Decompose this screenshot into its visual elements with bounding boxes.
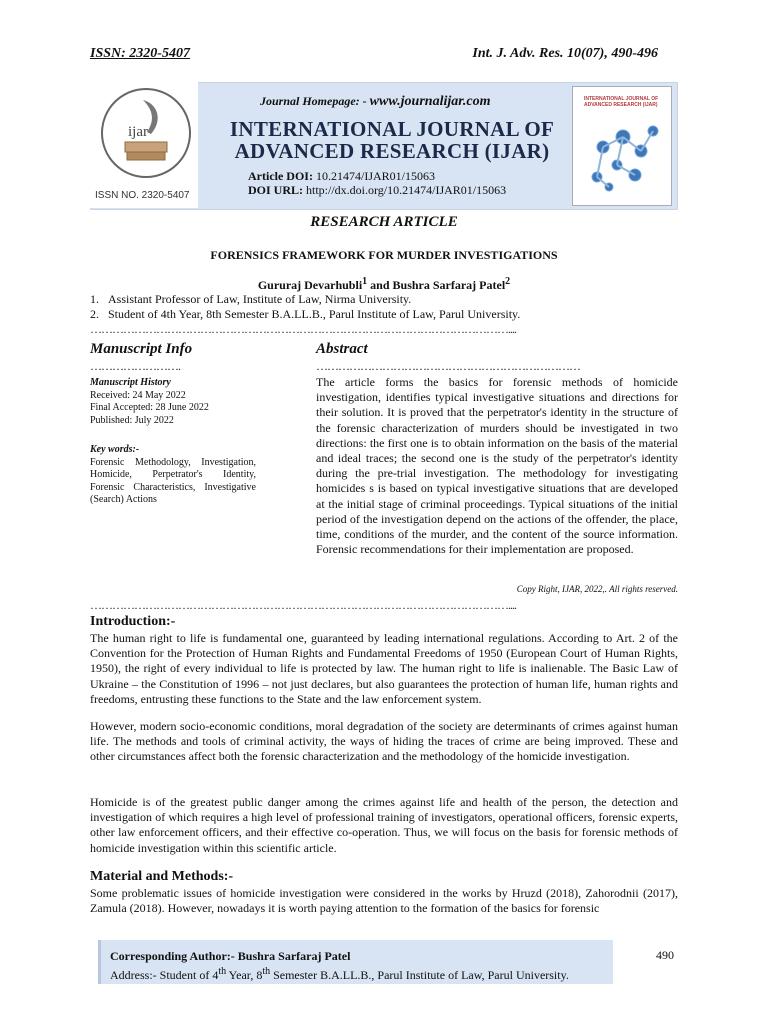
doi-value: 10.21474/IJAR01/15063 [315,169,435,183]
journal-title-line2: ADVANCED RESEARCH (IJAR) [234,139,550,163]
doi-url-link[interactable]: http://dx.doi.org/10.21474/IJAR01/15063 [306,183,507,197]
doi-block [248,169,506,197]
dotted-divider: ……………………………………………………………… [316,359,580,373]
dotted-divider: …………………………………………………………………………………………………….... [90,322,516,336]
issn-text: ISSN: 2320-5407 [90,46,190,61]
citation-text: Int. J. Adv. Res. 10(07), 490-496 [472,46,658,61]
authors-and: and [367,278,393,292]
abstract-text: The article forms the basics for forensic methods of homicide investigation, identifies typical investigative situations and directions for their solution. It is proved that the perpetrator's identity in the structure of the forensic characterization of murders should be investigated in two directions: the first one is to obtain information on the basis of the material and ideal traces; the second one is the study of the perpetrator's identity during the pre-trial investigation. The methodology for investigating homicides s is based on typical investigative situations that are developed at the initial stage of criminal proceedings. Typical situations of the initial period of the investigation depend on the actions of the offender, the place, time, conditions of the murder, and the content of the source information. Forensic recommendations for their implementation are proposed. [316,375,678,557]
methods-heading: Material and Methods:- [90,869,234,884]
keywords-text: Forensic Methodology, Investigation, Homicide, Perpetrator's Identity, Forensic Characteristics, Investigative (Search) Actions [90,456,256,505]
keywords-block [90,444,256,507]
journal-title-line1: INTERNATIONAL JOURNAL OF [229,117,555,141]
journal-title [218,118,566,162]
accepted-date: Final Accepted: 28 June 2022 [90,402,209,413]
dotted-divider: ……………………. [90,359,180,373]
intro-paragraph-1: The human right to life is fundamental one, guaranteed by leading international regulations. According to Art. 2 of the Convention for the Protection of Human Rights and Fundamental Freedoms of 1950 (European Court of Human Rights, 1950), the right of every individual to life is protected by law. The human right to life is inalienable. The Basic Law of Ukraine – the Constitution of 1996 – not just declares, but also guarantees the protection of human life, human rights and freedoms, entrusting these functions to the State and the law enforcement system. [90,631,678,706]
received-date: Received: 24 May 2022 [90,389,186,401]
logo-issn: ISSN NO. 2320-5407 [95,190,190,201]
author-2-sup: 2 [505,276,511,287]
address-part: Student of 4 [156,968,219,982]
intro-paragraph-2: However, modern socio-economic conditions, moral degradation of the society are determinants of crimes against human life. The methods and tools of criminal activity, the ways of hiding the traces of crime are being improved. These and other circumstances affect both the forensic characterization and the methodology of the homicide investigation. [90,719,678,764]
homepage-label: Journal Homepage: - [260,94,367,108]
introduction-heading: Introduction:- [90,614,176,629]
doi-label: Article DOI: [248,169,313,183]
intro-paragraph-3: Homicide is of the greatest public danger among the crimes against life and health of the person, the detection and investigation of which requires a high level of professional training of investigators, operational officers, forensic experts, other law enforcement officers, and their effective co-operation. Thus, we will focus on the basis for forensic methods of homicide investigation within this scientific article. [90,795,678,855]
address-sup: th [262,966,271,977]
methods-paragraph-1: Some problematic issues of homicide investigation were considered in the works by Hruzd (2018), Zahorodnii (2017), Zamula (2018). However, nowadays it is worth paying attention to the formation of the basics for forensic [90,886,678,916]
copyright-note: Copy Right, IJAR, 2022,. All rights reserved. [516,584,678,594]
author-1: Gururaj Devarhubli [257,278,363,292]
manuscript-info-heading: Manuscript Info [90,341,193,357]
logo-wordmark: ijar [128,124,148,140]
address-sup: th [218,966,227,977]
homepage-link[interactable]: www.journalijar.com [369,94,491,109]
corr-name: Bushra Sarfaraj Patel [234,949,351,963]
doi-url-label: DOI URL: [248,183,304,197]
corresponding-author [110,948,569,983]
paper-title: FORENSICS FRAMEWORK FOR MURDER INVESTIGATIONS [210,248,558,262]
manuscript-history [90,377,256,427]
keywords-label: Key words:- [90,444,140,455]
abstract-heading: Abstract [316,341,368,357]
affiliation-1: 1. Assistant Professor of Law, Institute of Law, Nirma University. [90,292,412,306]
dotted-divider: …………………………………………………………………………………………………….... [90,598,516,612]
corr-label: Corresponding Author:- [110,949,235,963]
cover-title: INTERNATIONAL JOURNAL OF ADVANCED RESEARCH (IJAR) [584,96,659,108]
authors [90,276,678,293]
author-1-sup: 1 [362,276,368,287]
address-label: Address:- [110,968,157,982]
address-part: Year, 8 [226,968,263,982]
page-number: 490 [656,948,674,962]
journal-homepage [260,94,491,110]
address-part: Semester B.A.LL.B., Parul Institute of Law, Parul University. [270,968,569,982]
history-label: Manuscript History [90,377,171,388]
published-date: Published: July 2022 [90,414,174,426]
author-2: Bushra Sarfaraj Patel [392,278,506,292]
running-header [90,46,658,62]
affiliation-2: 2. Student of 4th Year, 8th Semester B.A.LL.B., Parul Institute of Law, Parul University. [90,307,521,321]
article-type: RESEARCH ARTICLE [310,214,458,230]
